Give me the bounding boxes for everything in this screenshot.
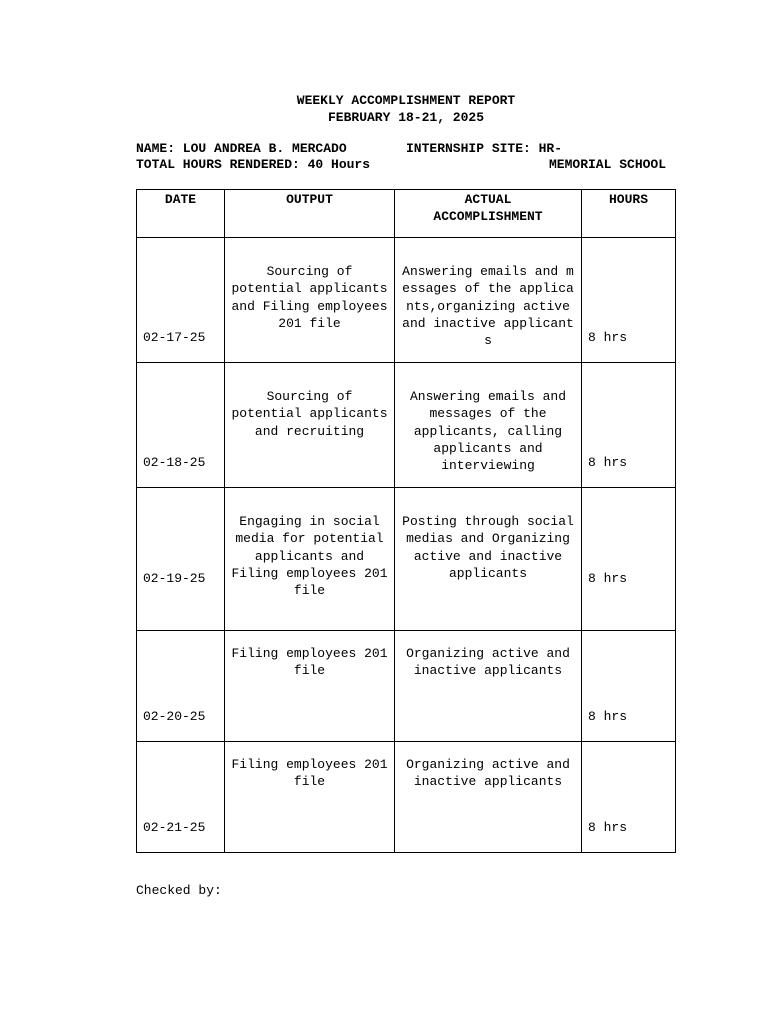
- checked-by-label: Checked by:: [136, 883, 222, 898]
- date-cell: 02-17-25: [137, 238, 225, 363]
- date-cell: 02-20-25: [137, 631, 225, 742]
- report-date-range: FEBRUARY 18-21, 2025: [327, 110, 485, 125]
- internship-site: INTERNSHIP SITE: HR-: [406, 141, 563, 156]
- actual-accomplishment-cell: Posting through social medias and Organizing active and inactive applicants: [395, 488, 582, 631]
- total-hours-rendered: TOTAL HOURS RENDERED: 40 Hours: [136, 157, 371, 172]
- header-date: DATE: [137, 190, 225, 238]
- header-actual-accomplishment: ACTUAL ACCOMPLISHMENT: [395, 190, 582, 238]
- table-row: [137, 363, 676, 488]
- output-cell: Sourcing of potential applicants and recruiting: [225, 363, 395, 488]
- actual-accomplishment-cell: Organizing active and inactive applicants: [395, 742, 582, 853]
- internship-site-continued: MEMORIAL SCHOOL: [549, 157, 667, 172]
- output-cell: Sourcing of potential applicants and Filing employees 201 file: [225, 238, 395, 363]
- table-row: [137, 488, 676, 631]
- hours-cell: 8 hrs: [582, 238, 676, 363]
- hours-cell: 8 hrs: [582, 363, 676, 488]
- table-header-row: [137, 190, 676, 238]
- accomplishment-table: [136, 189, 676, 853]
- output-cell: Filing employees 201 file: [225, 742, 395, 853]
- header-output: OUTPUT: [225, 190, 395, 238]
- hours-cell: 8 hrs: [582, 631, 676, 742]
- date-cell: 02-19-25: [137, 488, 225, 631]
- date-cell: 02-21-25: [137, 742, 225, 853]
- actual-accomplishment-cell: Answering emails and messages of the applicants, calling applicants and interviewing: [395, 363, 582, 488]
- table-row: [137, 742, 676, 853]
- header-hours: HOURS: [582, 190, 676, 238]
- actual-accomplishment-cell: Answering emails and messages of the applicants,organizing active and inactive applicants: [395, 238, 582, 363]
- actual-accomplishment-cell: Organizing active and inactive applicants: [395, 631, 582, 742]
- output-cell: Engaging in social media for potential applicants and Filing employees 201 file: [225, 488, 395, 631]
- intern-name: NAME: LOU ANDREA B. MERCADO: [136, 141, 347, 156]
- output-cell: Filing employees 201 file: [225, 631, 395, 742]
- report-title: WEEKLY ACCOMPLISHMENT REPORT: [296, 93, 516, 108]
- date-cell: 02-18-25: [137, 363, 225, 488]
- hours-cell: 8 hrs: [582, 488, 676, 631]
- table-row: [137, 238, 676, 363]
- table-row: [137, 631, 676, 742]
- hours-cell: 8 hrs: [582, 742, 676, 853]
